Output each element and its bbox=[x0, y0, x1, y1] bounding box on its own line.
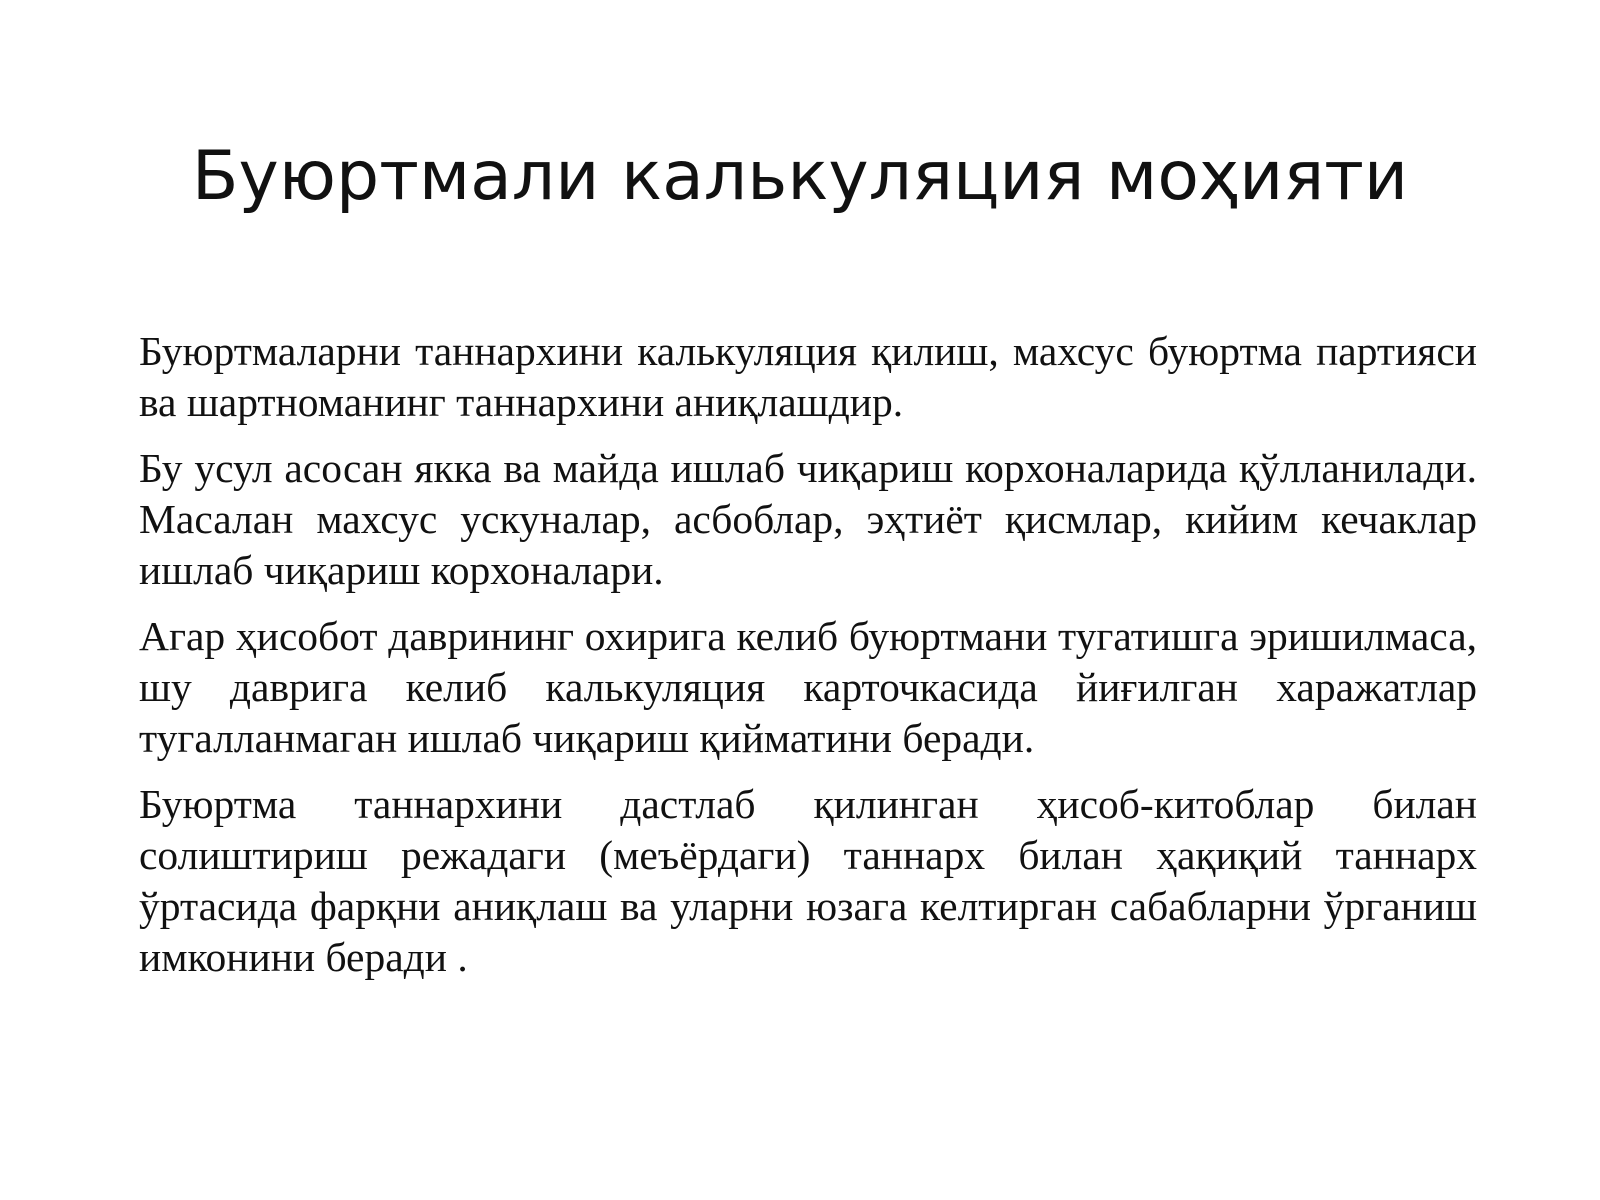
slide-title: Буюртмали калькуляция моҳияти bbox=[191, 137, 1409, 216]
body-paragraph-2: Бу усул асосан якка ва майда ишлаб чиқариш корхоналарида қўлланилади. Масалан махсус ускуналар, асбоблар, эҳтиёт қисмлар, кийим кечаклар ишлаб чиқариш корхоналари. bbox=[139, 445, 1477, 593]
slide-body bbox=[139, 326, 1477, 998]
body-paragraph-1: Буюртмаларни таннархини калькуляция қилиш, махсус буюртма партияси ва шартноманинг таннархини аниқлашдир. bbox=[139, 328, 1477, 425]
body-paragraph-3: Агар ҳисобот даврининг охирига келиб буюртмани тугатишга эришилмаса, шу даврига келиб калькуляция карточкасида йиғилган харажатлар тугалланмаган ишлаб чиқариш қийматини беради. bbox=[139, 613, 1477, 761]
body-paragraph-4: Буюртма таннархини дастлаб қилинган ҳисоб-китоблар билан солиштириш режадаги (меъёрдаги) таннарх билан ҳақиқий таннарх ўртасида фарқни аниқлаш ва уларни юзага келтирган сабабларни ўрганиш имконини беради . bbox=[139, 781, 1477, 980]
